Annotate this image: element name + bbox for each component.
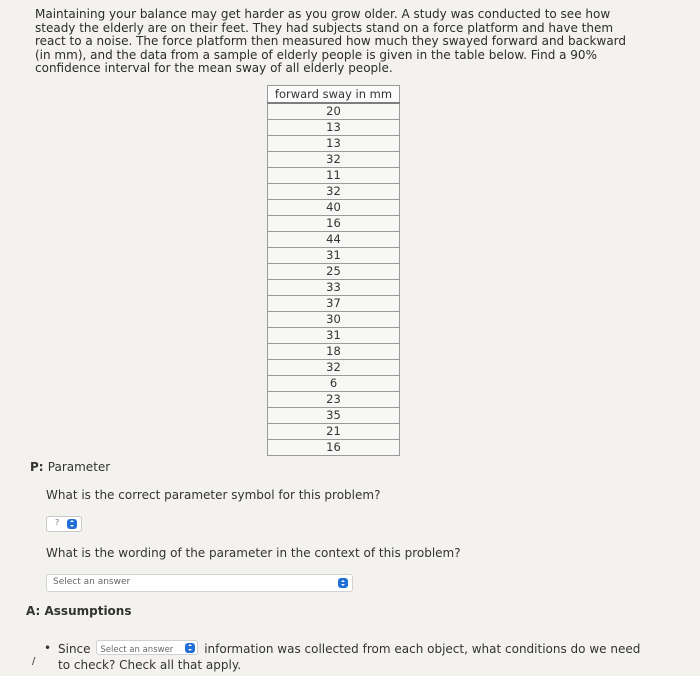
table-cell: 20: [268, 103, 400, 120]
parameter-letter: P:: [30, 460, 44, 474]
table-cell: 18: [268, 344, 400, 360]
select-arrows-icon: [67, 519, 77, 529]
table-cell: 13: [268, 120, 400, 136]
parameter-title: Parameter: [47, 460, 111, 474]
table-row: [268, 184, 400, 200]
assumptions-heading: [26, 604, 132, 618]
table-cell: 33: [268, 280, 400, 296]
parameter-wording-question: What is the wording of the parameter in the context of this problem?: [46, 546, 461, 560]
table-cell: 32: [268, 152, 400, 168]
parameter-symbol-question: What is the correct parameter symbol for this problem?: [46, 488, 381, 502]
table-row: [268, 216, 400, 232]
table-cell: 13: [268, 136, 400, 152]
table-row: [268, 200, 400, 216]
pencil-mark-icon: /: [32, 656, 36, 667]
table-cell: 31: [268, 248, 400, 264]
table-row: [268, 152, 400, 168]
bullet-rest: information was collected from each object, what conditions do we need to check? Check all that apply.: [58, 642, 641, 672]
table-cell: 21: [268, 424, 400, 440]
assumptions-question: [38, 640, 648, 673]
table-cell: 31: [268, 328, 400, 344]
table-row: [268, 168, 400, 184]
parameter-wording-select[interactable]: [46, 574, 353, 592]
table-row: [268, 440, 400, 456]
select-arrows-icon: [185, 643, 195, 653]
table-row: [268, 376, 400, 392]
select-arrows-icon: [338, 578, 348, 588]
table-row: [268, 296, 400, 312]
bullet-dot-icon: •: [44, 641, 52, 655]
table-cell: 23: [268, 392, 400, 408]
table-row: [268, 120, 400, 136]
table-row: [268, 312, 400, 328]
parameter-wording-value: Select an answer: [53, 577, 131, 587]
table-cell: 35: [268, 408, 400, 424]
parameter-symbol-value: ?: [55, 518, 60, 527]
table-header: forward sway in mm: [268, 86, 400, 104]
collection-type-value: Select an answer: [100, 645, 174, 655]
data-table: [267, 85, 400, 456]
table-cell: 16: [268, 216, 400, 232]
table-row: [268, 232, 400, 248]
table-cell: 44: [268, 232, 400, 248]
table-row: [268, 136, 400, 152]
table-row: [268, 280, 400, 296]
table-cell: 11: [268, 168, 400, 184]
table-row: [268, 344, 400, 360]
table-row: [268, 103, 400, 120]
table-cell: 6: [268, 376, 400, 392]
table-cell: 16: [268, 440, 400, 456]
table-cell: 30: [268, 312, 400, 328]
table-row: [268, 408, 400, 424]
table-cell: 32: [268, 360, 400, 376]
bullet-prefix: Since: [58, 642, 91, 656]
table-cell: 25: [268, 264, 400, 280]
table-row: [268, 248, 400, 264]
table-cell: 32: [268, 184, 400, 200]
table-row: [268, 392, 400, 408]
table-cell: 40: [268, 200, 400, 216]
table-row: [268, 424, 400, 440]
assumptions-title: Assumptions: [44, 604, 132, 618]
parameter-symbol-select[interactable]: [46, 516, 82, 532]
table-row: [268, 264, 400, 280]
problem-statement: Maintaining your balance may get harder as you grow older. A study was conducted to see how steady the elderly are on their feet. They had subjects stand on a force platform and have them react to a noise. The force platform then measured how much they swayed forward and backward (in mm), and the data from a sample of elderly people is given in the table below. Find a 90% confidence interval for the mean sway of all elderly people.: [35, 7, 627, 75]
table-row: [268, 360, 400, 376]
table-cell: 37: [268, 296, 400, 312]
table-row: [268, 328, 400, 344]
assumptions-letter: A:: [26, 604, 41, 618]
collection-type-select[interactable]: [96, 640, 198, 655]
parameter-heading: [30, 460, 110, 474]
